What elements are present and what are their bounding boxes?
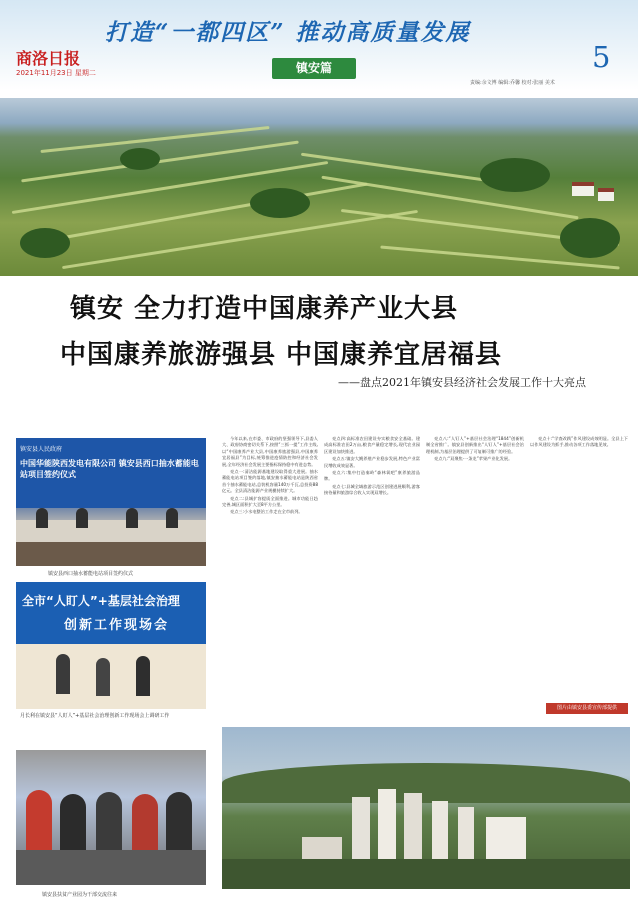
banner-line-1: 全市“人盯人”+基层社会治理 [22,594,180,608]
article-column-1 [222,436,318,724]
hero-photo-terraced-fields [0,98,638,276]
photo-1-caption: 镇安县西口抽水蓄能电站项目签约仪式 [48,571,134,577]
paragraph: 亮点七:县城全域旅游示范区创建进展顺利,游客接待量和旅游综合收入实现双增长。 [324,483,420,496]
paragraph: 亮点三:小水电整治工作走在全市前列。 [230,509,303,515]
sign-top-left: 镇安县人民政府 [20,446,63,453]
signing-signboard: 中国华能陕西发电有限公司 镇安县西口抽水蓄能电站项目签约仪式 [20,459,199,479]
photo-signing-ceremony [16,438,206,566]
page-header [0,0,638,90]
paragraph: 亮点四:高标准农田建设夯实粮食安全基础。建成高标准农田2万亩,粮食产量稳定增长,现代农业园区建设加快推进。 [324,436,420,454]
issue-date: 2021年11月23日 星期二 [16,69,96,77]
photo-credit-note: 图片由镇安县委宣传部提供 [546,703,628,714]
paragraph: 今年以来,在市委、市政府的坚强领导下,县委人大、政府协商密切关系下,按照“三抓一提”工作主线,以“中国康养产业大县,中国康养旅游强县,中国康养宜居福县”为目标,统筹推进疫情防控和经济社会发展,全年经济社会发展主要指标保持稳中有进态势。 [222,436,318,467]
paragraph: 亮点十:“学查改践”作风建设成效明显。全县上下以作风建设为抓手,推动各项工作落地见效。 [530,436,628,448]
masthead-logo: 商洛日报 [16,49,81,68]
subheadline: ——盘点2021年镇安县经济社会发展工作十大亮点 [338,376,586,389]
paragraph: 亮点一:清洁能源基地建设取得重大进展。抽水蓄能电站项目签约落地,镇安抽水蓄能电站是陕西省首个抽水蓄能电站,总装机容量140万千瓦,总投资88亿元。全县清洁能源产业规模持续扩大。 [222,469,318,494]
article-column-3 [426,436,524,724]
section-badge: 镇安篇 [272,58,356,79]
photo-governance-meeting [16,582,206,709]
article-column-2 [324,436,420,724]
photo-officials-group [16,750,206,885]
headline-line-2: 中国康养旅游强县 中国康养宜居福县 [60,340,503,370]
paragraph: 亮点五:镇安大鲵养殖产业稳步发展,特色产业富民增收成效显著。 [324,456,420,468]
headline-line-1: 镇安 全力打造中国康养产业大县 [70,294,459,324]
photo-3-caption: 镇安县扶贫产业园为干部交流往来 [42,892,118,898]
page-number: 5 [592,40,611,74]
article-column-4 [530,436,628,698]
photo-2-caption: 月长利在镇安县“人盯人”+基层社会治理创新工作现场会上调研工作 [20,713,170,719]
paragraph: 亮点二:县城扩容提质全面推进。城市功能日趋完善,城区面积扩大至8平方公里。 [222,495,318,508]
paragraph: 亮点九:“双聚焦·一条龙”苹果产业化发展。 [434,456,513,462]
banner-title: 打造“一都四区” 推动高质量发展 [105,19,471,46]
paragraph: 亮点六:集中打造秦岭“森林氧吧”康养旅游品牌。 [324,470,420,482]
banner-line-2: 创新工作现场会 [64,618,170,633]
photo-town-panorama [222,727,630,889]
paragraph: 亮点八:“人钉人”+基层社会治理“1844”创新机制全省推广。镇安县创新推出“人钉人”+基层社会治理机制,为基层治理提供了可复制可推广的经验。 [426,436,524,454]
editor-credits: 责编:余文博 编辑:乔馨 校对:张丽 美术 [470,80,555,86]
